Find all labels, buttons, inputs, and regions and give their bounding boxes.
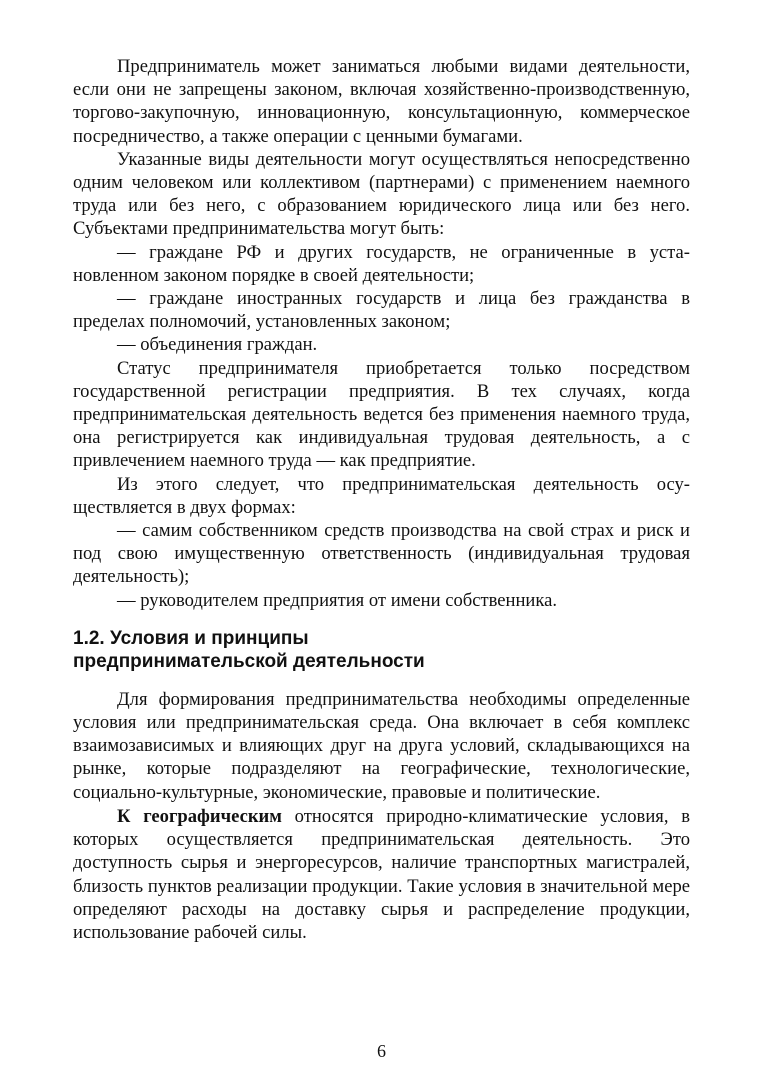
paragraph-two-forms: Из этого следует, что предпринимательская деятельность осуществляется в двух формах: bbox=[73, 473, 690, 518]
paragraph-environment: Для формирования предпринимательства необходимы определенные условия или предпринимательская среда. Она включает в себя комплекс взаимозависимых и влияющих друг на друга условий, складывающихся на рынке, которые подразделяют на географические, технологические, социально-культурные, экономические, правовые и политические. bbox=[73, 688, 690, 803]
list-item-rf-citizens: — граждане РФ и других государств, не ограниченные в установленном законом порядке в своей деятельности; bbox=[73, 241, 690, 286]
geographic-bold-lead: К географическим bbox=[117, 805, 282, 827]
paragraph-activities: Предприниматель может заниматься любыми видами деятельности, если они не запрещены законом, включая хозяйственно-производственную, торгово-закупочную, инновационную, консультационную, коммерческое посредничество, а также операции с ценными бумагами. bbox=[73, 56, 690, 147]
page-number: 6 bbox=[377, 1041, 386, 1061]
list-item-owner: — самим собственником средств производства на свой страх и риск и под свою имущественную ответственность (индивидуальная трудовая деятельность); bbox=[73, 520, 690, 588]
list-item-manager: — руководителем предприятия от имени собственника. bbox=[117, 589, 558, 611]
list-item-foreign-citizens: — граждане иностранных государств и лица без гражданства в пределах полномочий, установленных законом; bbox=[73, 288, 690, 333]
geographic-text: относятся природно-климатические условия, в которых осуществляется предпринимательская деятельность. Это доступность сырья и энергоресурсов, наличие транспортных магистралей, близость пунктов реализации продукции. Такие условия в значительной мере определяют расходы на доставку сырья и распределение продукции, использование рабочей силы. bbox=[73, 805, 690, 943]
paragraph-geographic bbox=[73, 805, 690, 944]
section-heading-line-1: 1.2. Условия и принципы bbox=[73, 627, 309, 649]
paragraph-forms-of-activity: Указанные виды деятельности могут осуществляться непосредственно одним человеком или коллективом (партнерами) с применением наемного труда или без него, с образованием юридического лица или без него. Субъектами предпринимательства могут быть: bbox=[73, 148, 690, 240]
list-item-associations: — объединения граждан. bbox=[117, 334, 318, 356]
section-heading bbox=[73, 627, 690, 673]
page-body bbox=[73, 55, 690, 944]
section-heading-line-2: предпринимательской деятельности bbox=[73, 650, 425, 672]
paragraph-status-registration: Статус предпринимателя приобретается только посредством государственной регистрации предприятия. В тех случаях, когда предпринимательская деятельность ведется без применения наемного труда, она регистрируется как индивидуальная трудовая деятельность, а с привлечением наемного труда — как предприятие. bbox=[73, 357, 690, 472]
